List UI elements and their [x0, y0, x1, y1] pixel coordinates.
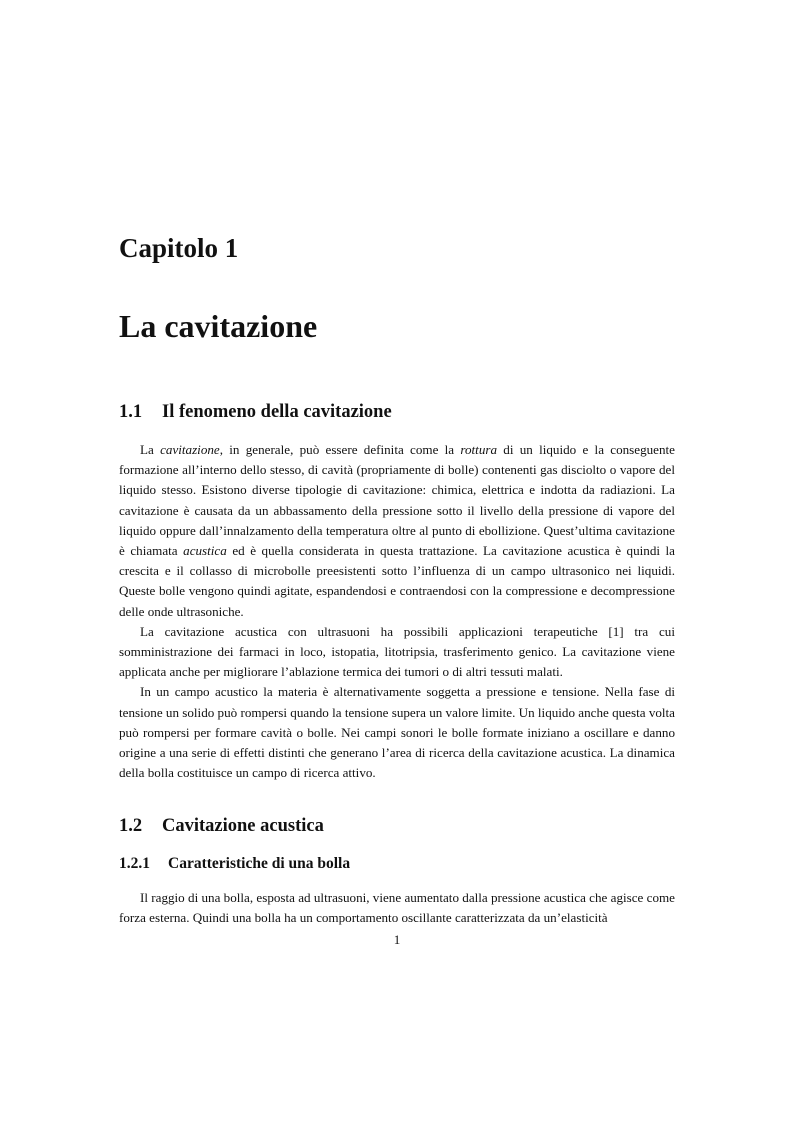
section-1-1-body: [119, 440, 675, 783]
subsection-heading-1-2-1: [119, 854, 350, 874]
section-number: 1.1: [119, 402, 143, 422]
section-title: Il fenomeno della cavitazione: [162, 402, 392, 422]
subsection-number: 1.2.1: [119, 855, 150, 872]
paragraph: La cavitazione, in generale, può essere definita come la rottura di un liquido e la conseguente formazione all’interno dello stesso, di cavità (propriamente di bolle) contenenti gas disciolto o vapore del liquido stesso. Esistono diverse tipologie di cavitazione: chimica, elettrica e indotta da radiazioni. La cavitazione è causata da un abbassamento della pressione sotto il livello della pressione di vapore del liquido oppure dall’innalzamento della temperatura oltre al punto di ebollizione. Quest’ultima cavitazione è chiamata acustica ed è quella considerata in questa trattazione. La cavitazione acustica è quindi la crescita e il collasso di microbolle preesistenti sotto l’influenza di un campo ultrasonico nei liquidi. Queste bolle vengono quindi agitate, espandendosi e contraendosi con la compressione e decompressione delle onde ultrasoniche.: [119, 442, 675, 619]
chapter-title: La cavitazione: [119, 308, 318, 344]
paragraph: La cavitazione acustica con ultrasuoni ha possibili applicazioni terapeutiche [1] tra cui somministrazione dei farmaci in loco, istopatia, litotripsia, trasferimento genico. La cavitazione viene applicata anche per migliorare l’ablazione termica dei tumori o di altri tessuti malati.: [119, 623, 675, 680]
section-number: 1.2: [119, 816, 143, 836]
section-heading-1-2: [119, 814, 324, 838]
section-heading-1-1: [119, 400, 392, 424]
paragraph: Il raggio di una bolla, esposta ad ultrasuoni, viene aumentato dalla pressione acustica che agisce come forza esterna. Quindi una bolla ha un comportamento oscillante caratterizzata da un’elasticità: [119, 890, 675, 926]
emphasis-acustica: acustica: [183, 543, 227, 559]
emphasis-cavitazione: cavitazione: [160, 442, 220, 457]
subsection-title: Caratteristiche di una bolla: [168, 855, 351, 872]
page-number: 1: [393, 932, 401, 947]
emphasis-rottura: rottura: [460, 442, 498, 457]
section-title: Cavitazione acustica: [162, 816, 324, 836]
chapter-label: Capitolo 1: [119, 233, 239, 263]
section-1-2-body: [119, 888, 675, 928]
paragraph: In un campo acustico la materia è alternativamente soggetta a pressione e tensione. Nella fase di tensione un solido può rompersi quando la tensione supera un valore limite. Un liquido anche questa volta può rompersi per formare cavità o bolle. Nei campi sonori le bolle formate iniziano a oscillare e danno origine a una serie di effetti distinti che generano l’area di ricerca della cavitazione acustica. La dinamica della bolla costituisce un campo di ricerca attivo.: [119, 684, 675, 781]
